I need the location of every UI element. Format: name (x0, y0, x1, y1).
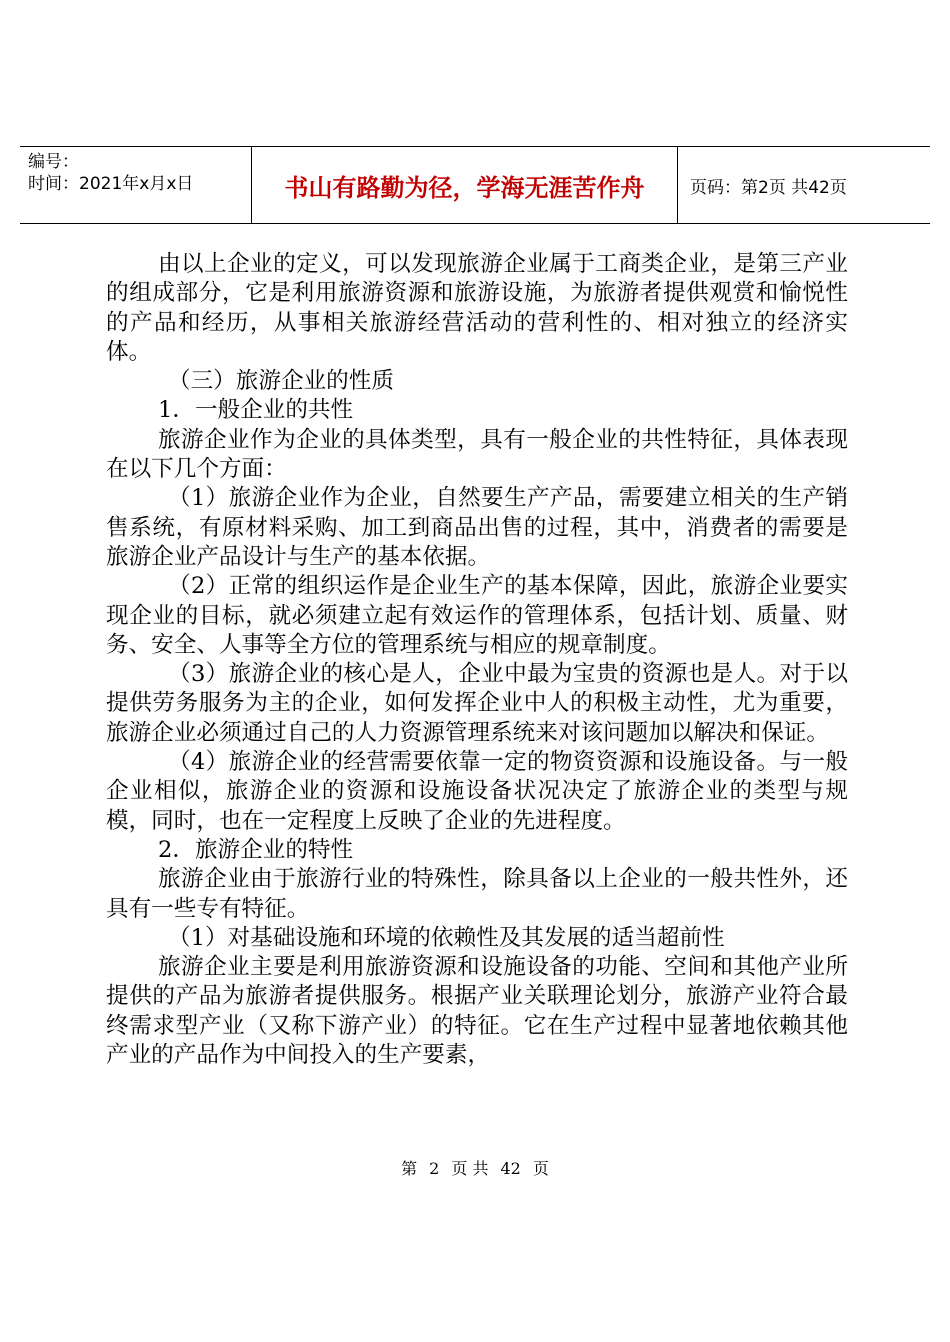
list-item: （3）旅游企业的核心是人，企业中最为宝贵的资源也是人。对于以提供劳务服务为主的企业，如何发挥企业中人的积极主动性，尤为重要，旅游企业必须通过自己的人力资源管理系统来对该问题加以解决和保证。 (106, 661, 848, 746)
time-label: 时间：2021年x月x日 (28, 174, 194, 194)
page-footer (0, 1156, 950, 1179)
footer-total-pages: 42 (500, 1159, 521, 1178)
item-heading: （1）对基础设施和环境的依赖性及其发展的适当超前性 (168, 924, 725, 951)
header-meta (20, 147, 252, 223)
list-item: （1）旅游企业作为企业，自然要生产产品，需要建立相关的生产销售系统，有原材料采购、加工到商品出售的过程，其中，消费者的需要是旅游企业产品设计与生产的基本依据。 (106, 485, 848, 570)
list-item: （4）旅游企业的经营需要依靠一定的物资资源和设施设备。与一般企业相似，旅游企业的资源和设施设备状况决定了旅游企业的类型与规模，同时，也在一定程度上反映了企业的先进程度。 (106, 749, 848, 834)
document-header (20, 146, 930, 224)
list-item: （2）正常的组织运作是企业生产的基本保障，因此，旅游企业要实现企业的目标，就必须建立起有效运作的管理体系，包括计划、质量、财务、安全、人事等全方位的管理系统与相应的规章制度。 (106, 573, 848, 658)
paragraph: 旅游企业由于旅游行业的特殊性，除具备以上企业的一般共性外，还具有一些专有特征。 (106, 866, 848, 922)
header-motto: 书山有路勤为径，学海无涯苦作舟 (252, 147, 678, 223)
paragraph: 由以上企业的定义，可以发现旅游企业属于工商类企业，是第三产业的组成部分，它是利用旅游资源和旅游设施，为旅游者提供观赏和愉悦性的产品和经历，从事相关旅游经营活动的营利性的、相对独立的经济实体。 (106, 251, 848, 365)
footer-current-page: 2 (429, 1159, 440, 1178)
footer-mid: 页 共 (451, 1159, 489, 1178)
section-heading: （三）旅游企业的性质 (168, 368, 394, 395)
number-label: 编号： (28, 152, 79, 172)
footer-prefix: 第 (401, 1159, 418, 1178)
header-page-code: 页码：第2页 共42页 (690, 177, 847, 198)
paragraph: 旅游企业作为企业的具体类型，具有一般企业的共性特征，具体表现在以下几个方面： (106, 426, 848, 483)
subsection-heading: 1．一般企业的共性 (158, 397, 354, 424)
paragraph: 旅游企业主要是利用旅游资源和设施设备的功能、空间和其他产业所提供的产品为旅游者提供服务。根据产业关联理论划分，旅游产业符合最终需求型产业（又称下游产业）的特征。它在生产过程中显著地依赖其他产业的产品作为中间投入的生产要素， (106, 954, 848, 1069)
subsection-heading: 2．旅游企业的特性 (158, 836, 354, 863)
footer-suffix: 页 (532, 1159, 549, 1178)
document-body (106, 250, 848, 1070)
